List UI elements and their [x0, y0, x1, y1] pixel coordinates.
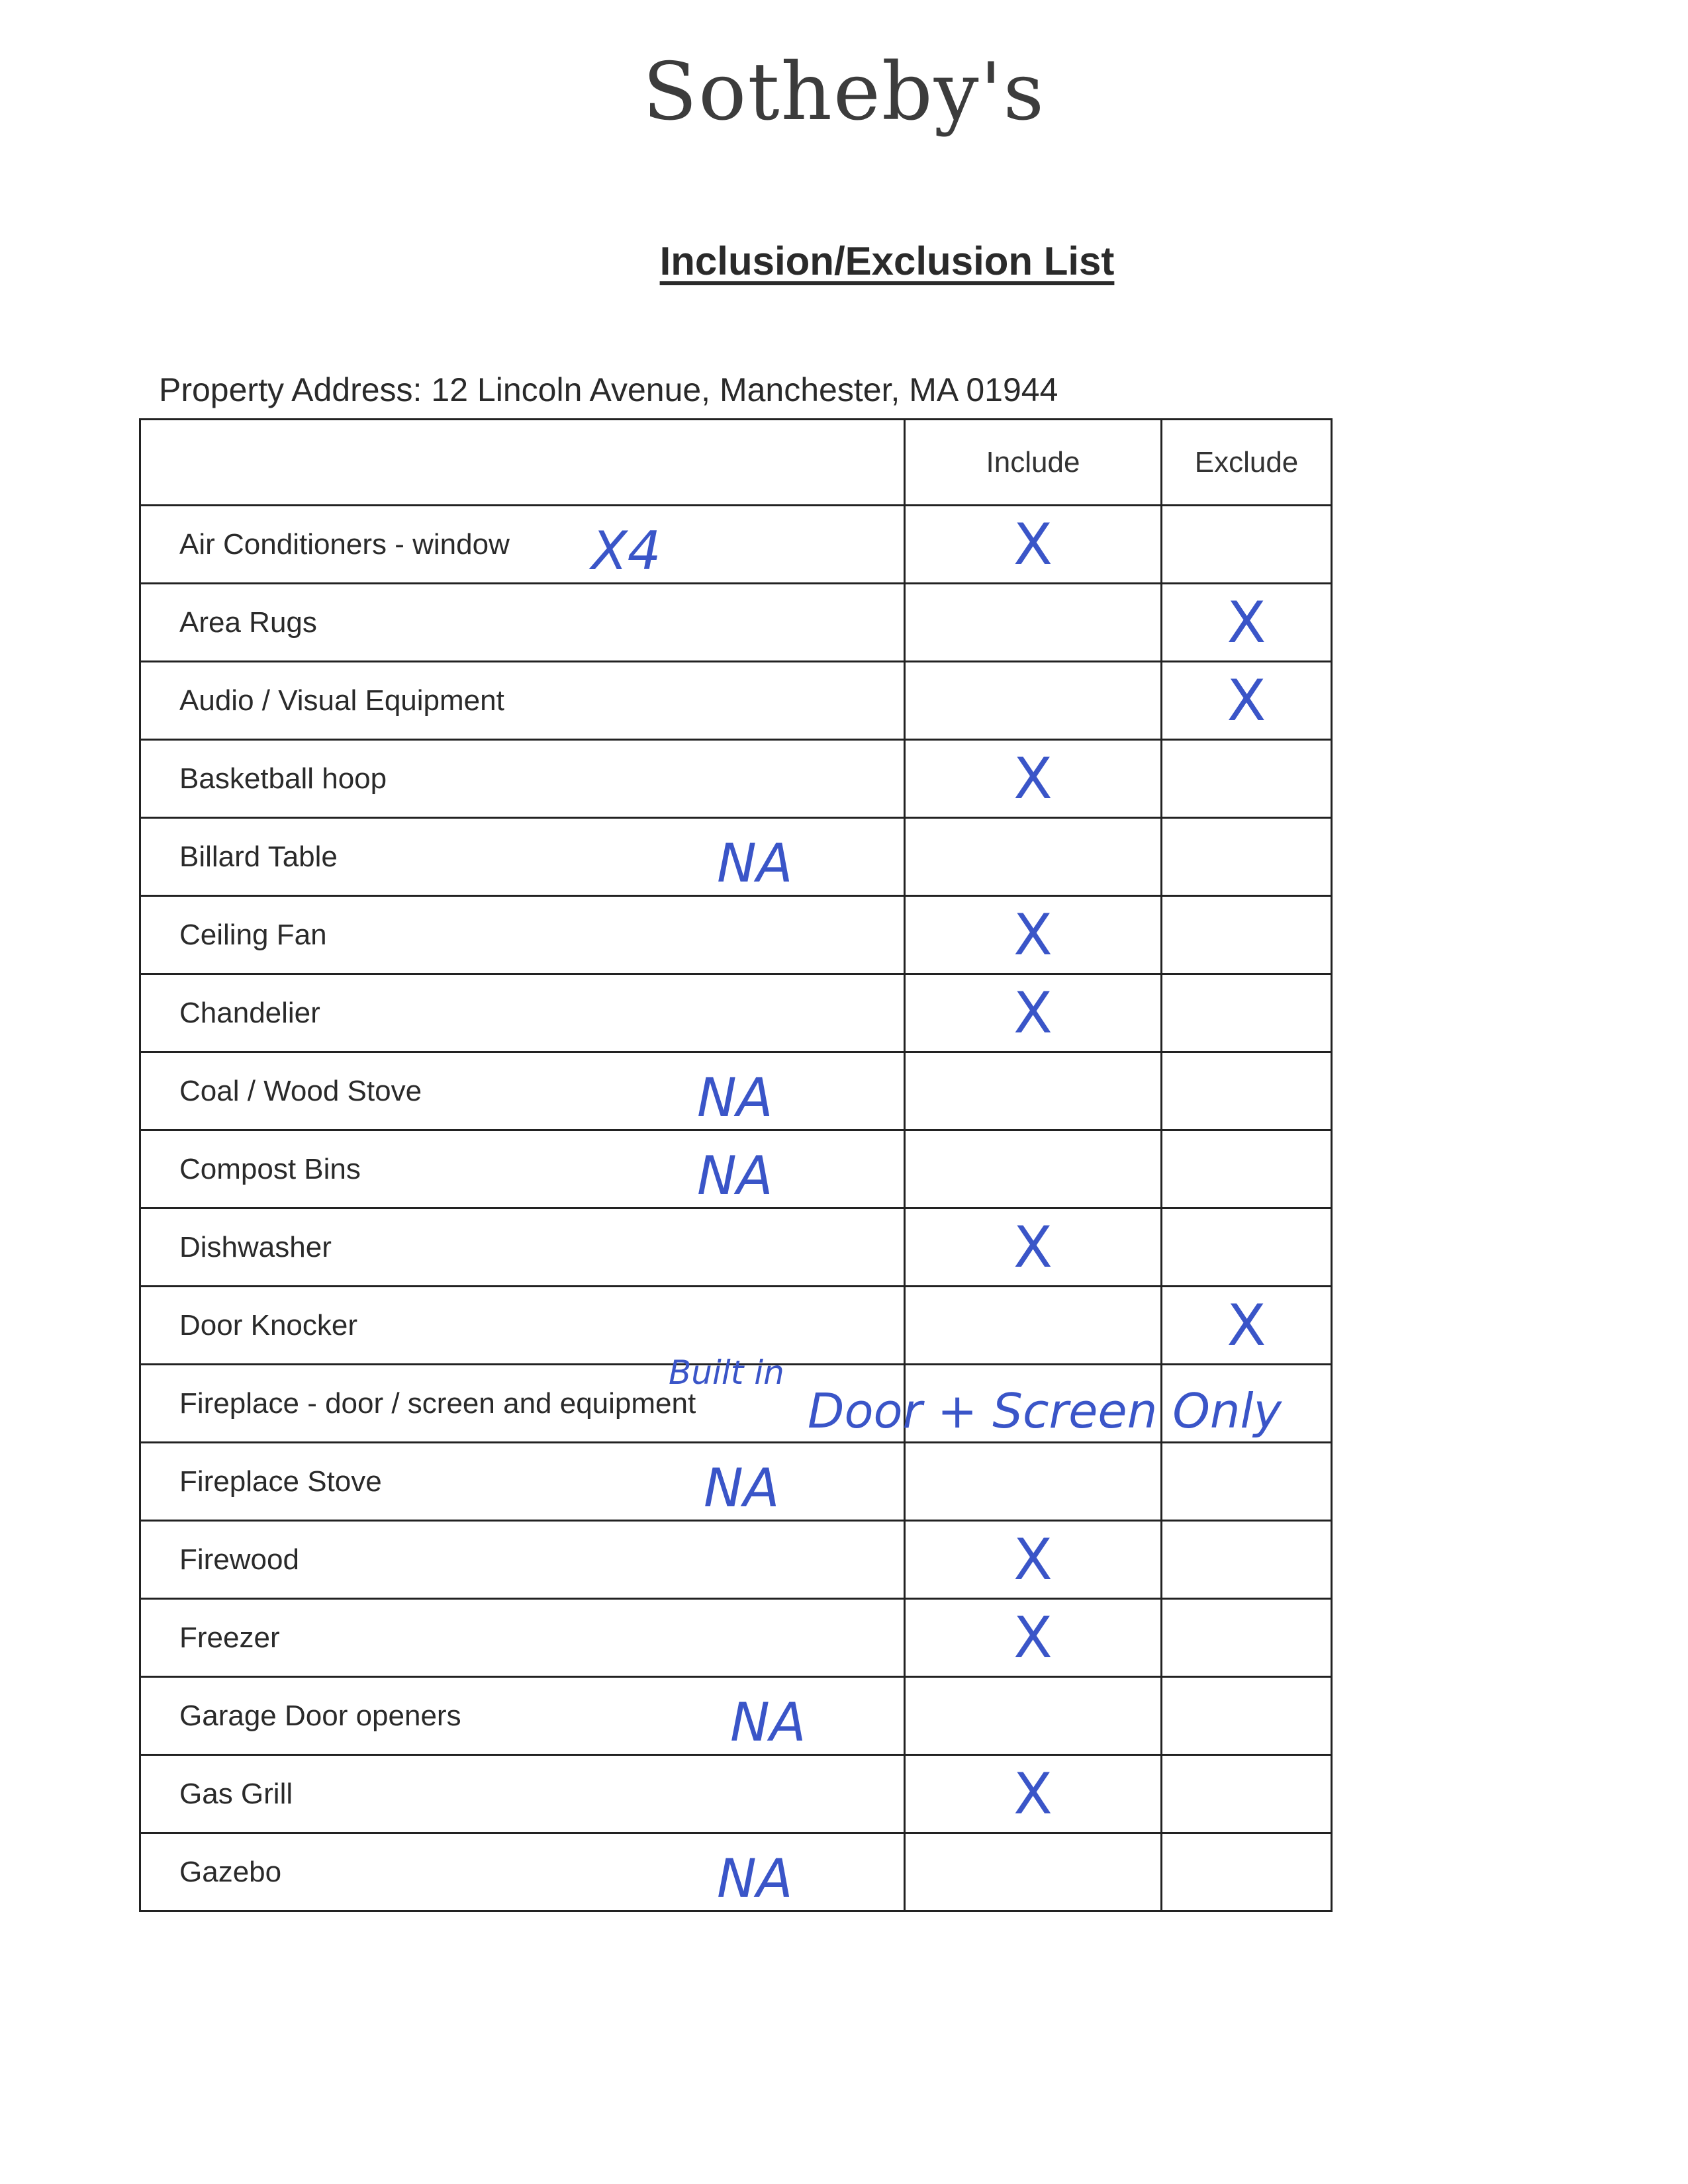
exclude-cell — [1162, 506, 1332, 584]
include-cell — [905, 1208, 1162, 1287]
item-cell — [140, 1521, 905, 1599]
exclude-cell — [1162, 1521, 1332, 1599]
table-row — [140, 1677, 1332, 1755]
include-cell — [905, 1287, 1162, 1365]
item-label: Chandelier — [179, 996, 320, 1029]
item-label: Door Knocker — [179, 1308, 358, 1342]
exclude-cell — [1162, 974, 1332, 1052]
item-label: Air Conditioners - window — [179, 527, 510, 561]
item-label: Billard Table — [179, 840, 338, 873]
include-mark: X — [1013, 901, 1053, 968]
item-cell — [140, 1677, 905, 1755]
exclude-cell — [1162, 1833, 1332, 1911]
inclusion-exclusion-table — [139, 418, 1333, 1912]
table-row — [140, 740, 1332, 818]
table-header-row — [140, 420, 1332, 506]
item-cell — [140, 974, 905, 1052]
table-row — [140, 506, 1332, 584]
exclude-cell — [1162, 1443, 1332, 1521]
item-label: Ceiling Fan — [179, 918, 327, 951]
item-cell — [140, 1365, 905, 1443]
table-row — [140, 974, 1332, 1052]
item-label: Area Rugs — [179, 606, 317, 639]
handwritten-note: X4 — [591, 520, 661, 582]
item-label: Freezer — [179, 1621, 280, 1654]
item-label: Audio / Visual Equipment — [179, 684, 504, 717]
table-row — [140, 1052, 1332, 1130]
table-row — [140, 1208, 1332, 1287]
include-cell — [905, 506, 1162, 584]
property-address-label: Property Address: — [159, 371, 422, 408]
include-cell — [905, 584, 1162, 662]
item-label: Basketball hoop — [179, 762, 387, 795]
table-row — [140, 1130, 1332, 1208]
table-row — [140, 1521, 1332, 1599]
item-label: Dishwasher — [179, 1230, 332, 1263]
item-cell — [140, 1130, 905, 1208]
handwritten-note: NA — [717, 1847, 793, 1909]
item-label: Compost Bins — [179, 1152, 361, 1185]
handwritten-note: NA — [697, 1066, 773, 1128]
item-label: Fireplace - door / screen and equipment — [179, 1387, 696, 1420]
include-cell — [905, 740, 1162, 818]
page-title: Inclusion/Exclusion List — [659, 239, 1115, 283]
item-cell — [140, 896, 905, 974]
exclude-cell — [1162, 1287, 1332, 1365]
include-mark: X — [1013, 1604, 1053, 1671]
exclude-mark: X — [1227, 667, 1266, 734]
item-label: Fireplace Stove — [179, 1465, 382, 1498]
item-cell — [140, 584, 905, 662]
item-cell — [140, 1755, 905, 1833]
include-mark: X — [1013, 979, 1053, 1046]
brand-logo: Sotheby's — [642, 46, 1046, 138]
include-mark: X — [1013, 745, 1053, 812]
item-cell — [140, 1208, 905, 1287]
item-cell — [140, 740, 905, 818]
item-cell — [140, 662, 905, 740]
table-row — [140, 1599, 1332, 1677]
include-cell — [905, 1130, 1162, 1208]
include-mark: X — [1013, 1214, 1053, 1281]
exclude-cell — [1162, 1677, 1332, 1755]
table-body — [140, 420, 1332, 1911]
exclude-cell — [1162, 1052, 1332, 1130]
item-cell — [140, 1287, 905, 1365]
exclude-cell — [1162, 662, 1332, 740]
include-cell — [905, 1521, 1162, 1599]
item-cell — [140, 1443, 905, 1521]
include-cell — [905, 1443, 1162, 1521]
exclude-cell — [1162, 584, 1332, 662]
table-row — [140, 1443, 1332, 1521]
table-row — [140, 662, 1332, 740]
exclude-cell — [1162, 818, 1332, 896]
include-mark: X — [1013, 511, 1053, 578]
item-label: Gazebo — [179, 1855, 282, 1888]
include-cell — [905, 818, 1162, 896]
include-cell — [905, 1677, 1162, 1755]
item-cell — [140, 506, 905, 584]
include-cell — [905, 1599, 1162, 1677]
exclude-cell — [1162, 1599, 1332, 1677]
item-cell — [140, 1052, 905, 1130]
exclude-mark: X — [1227, 1292, 1266, 1359]
include-mark: X — [1013, 1760, 1053, 1827]
table-row — [140, 896, 1332, 974]
table-row — [140, 1833, 1332, 1911]
property-address-value: 12 Lincoln Avenue, Manchester, MA 01944 — [431, 371, 1058, 408]
fireplace-door-screen-note: Door + Screen Only — [808, 1383, 1282, 1439]
table-row — [140, 818, 1332, 896]
exclude-mark: X — [1227, 589, 1266, 656]
include-cell — [905, 1755, 1162, 1833]
property-address-line — [159, 371, 1058, 409]
include-cell — [905, 896, 1162, 974]
item-cell — [140, 1833, 905, 1911]
exclude-cell — [1162, 1130, 1332, 1208]
header-include: Include — [905, 420, 1162, 506]
include-cell — [905, 662, 1162, 740]
item-label: Garage Door openers — [179, 1699, 461, 1732]
item-cell — [140, 1599, 905, 1677]
header-item-cell — [140, 420, 905, 506]
item-cell — [140, 818, 905, 896]
include-cell — [905, 974, 1162, 1052]
fireplace-built-in-note: Built in — [669, 1353, 784, 1392]
table-row — [140, 1287, 1332, 1365]
table-row — [140, 1755, 1332, 1833]
include-mark: X — [1013, 1526, 1053, 1593]
handwritten-note: NA — [717, 832, 793, 894]
include-cell — [905, 1833, 1162, 1911]
handwritten-note: NA — [697, 1144, 773, 1206]
exclude-cell — [1162, 896, 1332, 974]
item-label: Firewood — [179, 1543, 299, 1576]
item-label: Gas Grill — [179, 1777, 293, 1810]
exclude-cell — [1162, 1208, 1332, 1287]
exclude-cell — [1162, 1755, 1332, 1833]
header-exclude: Exclude — [1162, 420, 1332, 506]
include-cell — [905, 1052, 1162, 1130]
table-row — [140, 584, 1332, 662]
item-label: Coal / Wood Stove — [179, 1074, 422, 1107]
handwritten-note: NA — [704, 1457, 780, 1519]
handwritten-note: NA — [730, 1691, 806, 1753]
exclude-cell — [1162, 740, 1332, 818]
